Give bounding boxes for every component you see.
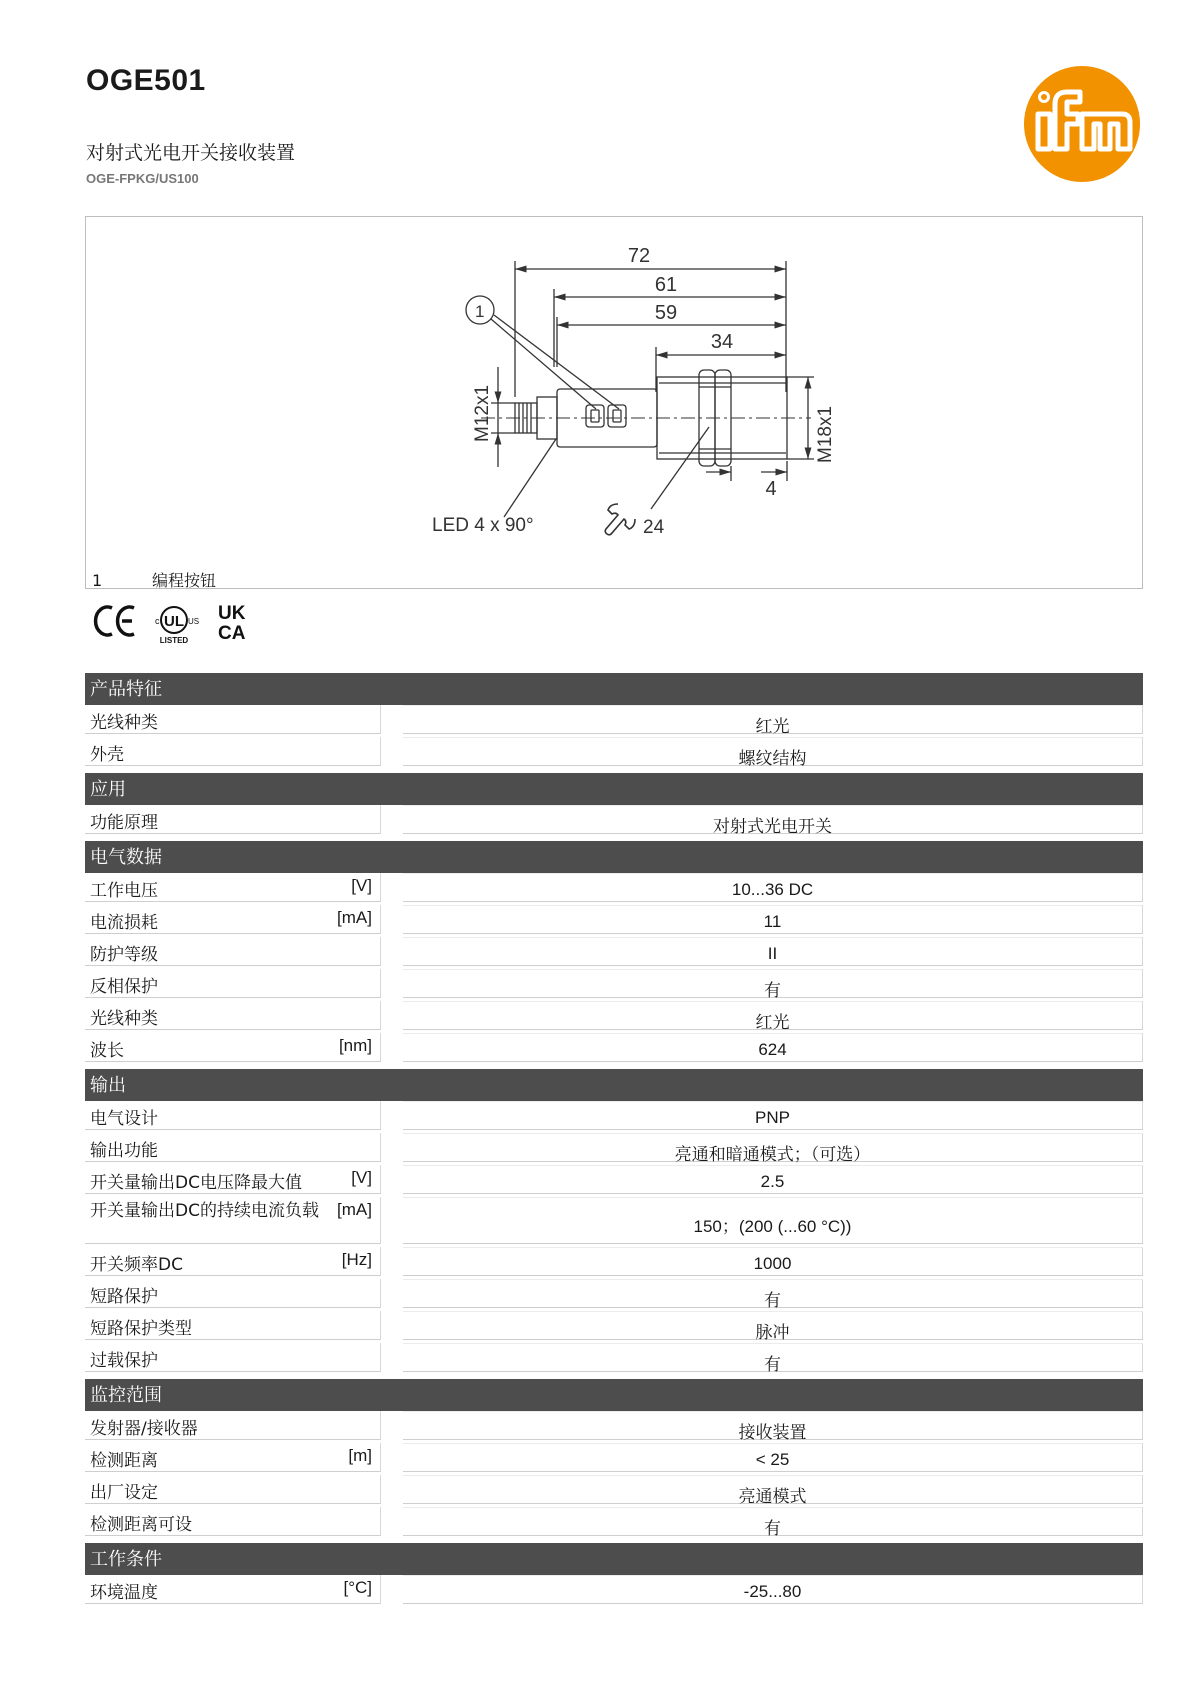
spec-row	[85, 1443, 1143, 1475]
spec-label-cell	[85, 705, 381, 734]
spec-value: 红光	[403, 1001, 1143, 1030]
spec-label-cell	[85, 1311, 381, 1340]
spec-value: -25...80	[403, 1575, 1143, 1604]
led-label: LED 4 x 90°	[432, 515, 534, 536]
spec-value: 11	[403, 905, 1143, 934]
spec-row	[85, 1475, 1143, 1507]
spec-value: 有	[403, 1279, 1143, 1308]
spec-row	[85, 1247, 1143, 1279]
spec-value: PNP	[403, 1101, 1143, 1130]
spec-row	[85, 1343, 1143, 1375]
spec-label: 功能原理	[90, 813, 158, 833]
spec-unit: [°C]	[343, 1578, 372, 1597]
technical-drawing	[86, 217, 1144, 590]
section-header: 电气数据	[85, 841, 1143, 873]
spec-row	[85, 1101, 1143, 1133]
svg-text:US: US	[188, 617, 200, 626]
spec-label: 出厂设定	[90, 1483, 158, 1503]
section-header: 监控范围	[85, 1379, 1143, 1411]
spec-row	[85, 1133, 1143, 1165]
spec-label-cell	[85, 1443, 381, 1472]
spec-label-cell	[85, 1247, 381, 1276]
spec-label: 光线种类	[90, 713, 158, 733]
section-header: 工作条件	[85, 1543, 1143, 1575]
spec-value: 2.5	[403, 1165, 1143, 1194]
spec-label-cell	[85, 1279, 381, 1308]
spec-label-cell	[85, 1475, 381, 1504]
spec-label: 外壳	[90, 745, 124, 765]
spec-value: 10...36 DC	[403, 873, 1143, 902]
spec-row	[85, 873, 1143, 905]
ifm-logo-icon	[1022, 64, 1142, 184]
legend-text: 编程按钮	[152, 571, 217, 590]
spec-value: 1000	[403, 1247, 1143, 1276]
spec-label-cell	[85, 873, 381, 902]
spec-label-cell	[85, 1507, 381, 1536]
spec-label: 工作电压	[90, 881, 158, 901]
spec-row	[85, 1001, 1143, 1033]
spec-row	[85, 1033, 1143, 1065]
spec-unit: [nm]	[338, 1036, 372, 1055]
spec-label-cell	[85, 737, 381, 766]
spec-label-cell	[85, 1133, 381, 1162]
spec-value: 有	[403, 1343, 1143, 1372]
spec-row	[85, 805, 1143, 837]
spec-label: 波长	[90, 1041, 124, 1061]
spec-value: 有	[403, 969, 1143, 998]
spec-value: 接收装置	[403, 1411, 1143, 1440]
spec-label-cell	[85, 1001, 381, 1030]
spec-unit: [m]	[348, 1446, 372, 1465]
dim-61: 61	[654, 274, 678, 296]
spec-label: 防护等级	[90, 945, 158, 965]
svg-text:c: c	[155, 616, 160, 626]
ce-mark-icon	[96, 607, 134, 635]
spec-row	[85, 737, 1143, 769]
spec-label: 短路保护	[90, 1287, 158, 1307]
spec-value: 150；(200 (...60 °C))	[403, 1197, 1143, 1244]
spec-value: 对射式光电开关	[403, 805, 1143, 834]
spec-row	[85, 937, 1143, 969]
thread-m18-label: M18x1	[815, 405, 836, 463]
dim-59: 59	[654, 302, 678, 324]
spec-label-cell	[85, 1343, 381, 1372]
spec-label: 过载保护	[90, 1351, 158, 1371]
spec-row	[85, 1197, 1143, 1247]
spec-unit: [mA]	[337, 1200, 372, 1219]
spec-row	[85, 1279, 1143, 1311]
spec-label: 光线种类	[90, 1009, 158, 1029]
spec-value: 亮通模式	[403, 1475, 1143, 1504]
dim-72: 72	[627, 245, 651, 267]
product-subtitle: 对射式光电开关接收装置	[86, 142, 296, 164]
spec-row	[85, 1575, 1143, 1607]
spec-value: 624	[403, 1033, 1143, 1062]
spec-row	[85, 1165, 1143, 1197]
spec-label: 短路保护类型	[90, 1319, 192, 1339]
section-header: 输出	[85, 1069, 1143, 1101]
spec-row	[85, 1411, 1143, 1443]
spec-row	[85, 905, 1143, 937]
spec-label: 检测距离可设	[90, 1515, 192, 1535]
svg-text:LISTED: LISTED	[159, 636, 189, 645]
spec-label-cell	[85, 1165, 381, 1194]
spec-label: 检测距离	[90, 1451, 158, 1471]
spec-value: 脉冲	[403, 1311, 1143, 1340]
thread-m12-label: M12x1	[472, 384, 493, 442]
svg-text:CA: CA	[218, 623, 246, 644]
spec-value: 螺纹结构	[403, 737, 1143, 766]
spec-value: 有	[403, 1507, 1143, 1536]
svg-text:UK: UK	[218, 603, 246, 624]
product-title: OGE501	[86, 64, 206, 97]
callout-1: 1	[475, 302, 485, 321]
spec-label-cell	[85, 905, 381, 934]
spec-row	[85, 969, 1143, 1001]
spec-unit: [V]	[351, 876, 372, 895]
spec-label-cell	[85, 1575, 381, 1604]
spec-label-cell	[85, 1411, 381, 1440]
spec-unit: [Hz]	[341, 1250, 372, 1269]
cul-us-listed-icon	[155, 607, 199, 645]
spec-label: 电流损耗	[90, 913, 158, 933]
spec-label: 电气设计	[90, 1109, 158, 1129]
spec-label: 发射器/接收器	[90, 1419, 198, 1439]
spec-label: 反相保护	[90, 977, 158, 997]
spec-label-cell	[85, 1101, 381, 1130]
specifications-table	[85, 673, 1143, 1607]
spec-row	[85, 1311, 1143, 1343]
spec-unit: [V]	[351, 1168, 372, 1187]
dimension-drawing	[85, 216, 1143, 589]
spec-unit: [mA]	[337, 908, 372, 927]
drawing-legend	[92, 568, 216, 591]
spec-label-cell	[85, 969, 381, 998]
spec-label: 开关量输出DC的持续电流负载	[90, 1201, 319, 1221]
spec-value: II	[403, 937, 1143, 966]
dim-34: 34	[710, 331, 734, 353]
spec-label: 开关频率DC	[90, 1255, 183, 1275]
spec-label-cell	[85, 937, 381, 966]
spec-row	[85, 705, 1143, 737]
certification-logos	[92, 598, 262, 648]
dim-4: 4	[765, 478, 777, 500]
product-code: OGE-FPKG/US100	[86, 171, 199, 186]
ukca-mark-icon	[218, 603, 246, 644]
section-header: 应用	[85, 773, 1143, 805]
spec-value: 亮通和暗通模式；（可选）	[403, 1133, 1143, 1162]
spec-label-cell	[85, 1033, 381, 1062]
spec-label: 开关量输出DC电压降最大值	[90, 1173, 302, 1193]
svg-text:UL: UL	[164, 613, 184, 630]
section-header: 产品特征	[85, 673, 1143, 705]
spec-label: 环境温度	[90, 1583, 158, 1603]
spec-label-cell	[85, 1197, 381, 1244]
wrench-size-label: 24	[643, 517, 665, 538]
spec-label: 输出功能	[90, 1141, 158, 1161]
spec-value: < 25	[403, 1443, 1143, 1472]
spec-label-cell	[85, 805, 381, 834]
legend-number: 1	[92, 571, 103, 590]
spec-value: 红光	[403, 705, 1143, 734]
spec-row	[85, 1507, 1143, 1539]
